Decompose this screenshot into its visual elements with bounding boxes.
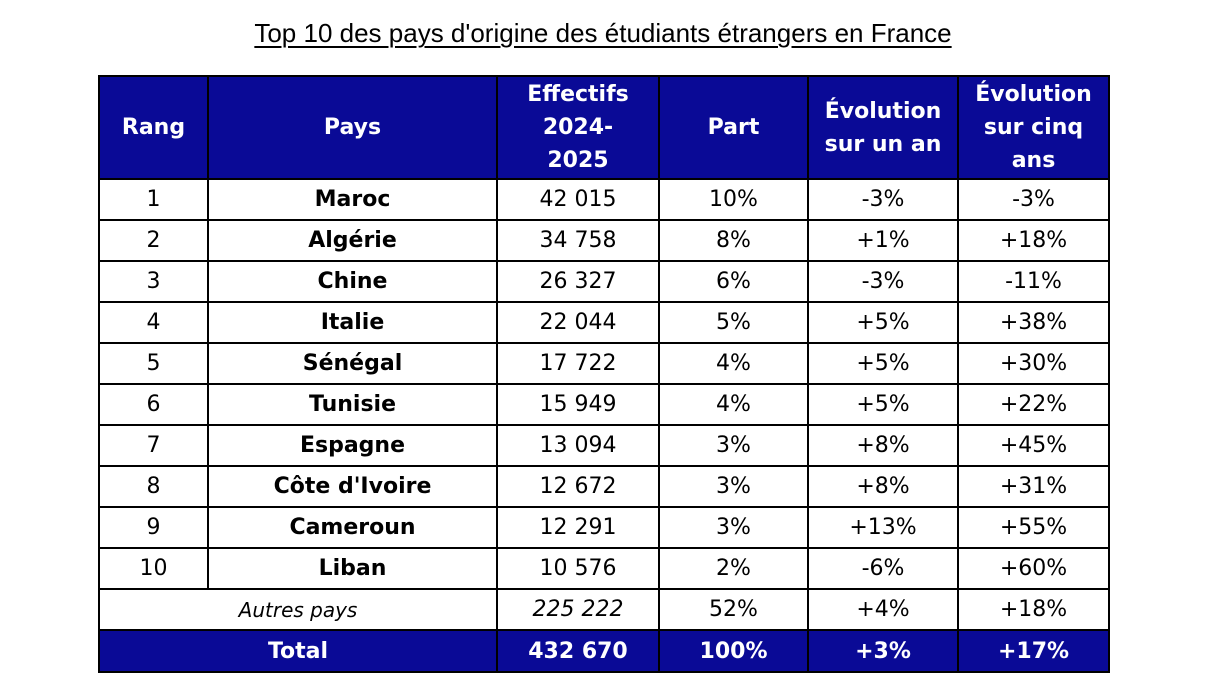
cell-effectifs: 12 672 — [497, 466, 659, 507]
cell-pays: Liban — [208, 548, 497, 589]
cell-evolution-un-an: -6% — [808, 548, 958, 589]
table-row — [99, 302, 1109, 343]
table-row — [99, 548, 1109, 589]
cell-effectifs: 26 327 — [497, 261, 659, 302]
total-row — [99, 630, 1109, 672]
cell-evolution-un-an: +1% — [808, 220, 958, 261]
cell-evolution-cinq-ans: +22% — [958, 384, 1109, 425]
cell-evolution-un-an: +13% — [808, 507, 958, 548]
autres-pays-row — [99, 589, 1109, 630]
autres-pays-evolution-cinq-ans: +18% — [958, 589, 1109, 630]
cell-evolution-un-an: -3% — [808, 179, 958, 220]
autres-pays-effectifs: 225 222 — [497, 589, 659, 630]
cell-effectifs: 15 949 — [497, 384, 659, 425]
total-label: Total — [99, 630, 497, 672]
cell-pays: Italie — [208, 302, 497, 343]
cell-part: 3% — [659, 466, 808, 507]
cell-rang: 5 — [99, 343, 208, 384]
cell-rang: 8 — [99, 466, 208, 507]
cell-rang: 4 — [99, 302, 208, 343]
cell-evolution-un-an: +5% — [808, 343, 958, 384]
table-row — [99, 466, 1109, 507]
cell-evolution-cinq-ans: +18% — [958, 220, 1109, 261]
cell-evolution-cinq-ans: +55% — [958, 507, 1109, 548]
cell-pays: Côte d'Ivoire — [208, 466, 497, 507]
cell-part: 4% — [659, 343, 808, 384]
cell-evolution-cinq-ans: +60% — [958, 548, 1109, 589]
header-evolution-cinq-ans: Évolution sur cinq ans — [958, 76, 1109, 179]
cell-rang: 1 — [99, 179, 208, 220]
page-title: Top 10 des pays d'origine des étudiants étrangers en France — [254, 18, 952, 48]
cell-part: 5% — [659, 302, 808, 343]
total-evolution-cinq-ans: +17% — [958, 630, 1109, 672]
table-row — [99, 507, 1109, 548]
cell-evolution-cinq-ans: +30% — [958, 343, 1109, 384]
cell-pays: Cameroun — [208, 507, 497, 548]
cell-pays: Espagne — [208, 425, 497, 466]
cell-part: 4% — [659, 384, 808, 425]
cell-part: 8% — [659, 220, 808, 261]
table-header-row — [99, 76, 1109, 179]
students-table — [98, 75, 1110, 673]
cell-effectifs: 13 094 — [497, 425, 659, 466]
cell-evolution-cinq-ans: +38% — [958, 302, 1109, 343]
cell-part: 3% — [659, 507, 808, 548]
autres-pays-label: Autres pays — [99, 589, 497, 630]
autres-pays-part: 52% — [659, 589, 808, 630]
cell-evolution-cinq-ans: -3% — [958, 179, 1109, 220]
cell-part: 6% — [659, 261, 808, 302]
cell-effectifs: 34 758 — [497, 220, 659, 261]
cell-rang: 9 — [99, 507, 208, 548]
autres-pays-evolution-un-an: +4% — [808, 589, 958, 630]
cell-rang: 3 — [99, 261, 208, 302]
cell-pays: Chine — [208, 261, 497, 302]
table-row — [99, 425, 1109, 466]
cell-effectifs: 42 015 — [497, 179, 659, 220]
cell-evolution-cinq-ans: -11% — [958, 261, 1109, 302]
cell-pays: Algérie — [208, 220, 497, 261]
table-row — [99, 384, 1109, 425]
table-row — [99, 261, 1109, 302]
cell-evolution-un-an: -3% — [808, 261, 958, 302]
header-part: Part — [659, 76, 808, 179]
cell-evolution-un-an: +8% — [808, 425, 958, 466]
table-row — [99, 343, 1109, 384]
cell-rang: 2 — [99, 220, 208, 261]
total-effectifs: 432 670 — [497, 630, 659, 672]
total-evolution-un-an: +3% — [808, 630, 958, 672]
cell-pays: Maroc — [208, 179, 497, 220]
table-row — [99, 220, 1109, 261]
cell-part: 2% — [659, 548, 808, 589]
total-part: 100% — [659, 630, 808, 672]
header-effectifs: Effectifs 2024-2025 — [497, 76, 659, 179]
header-rang: Rang — [99, 76, 208, 179]
table-row — [99, 179, 1109, 220]
cell-evolution-un-an: +8% — [808, 466, 958, 507]
cell-pays: Sénégal — [208, 343, 497, 384]
cell-effectifs: 12 291 — [497, 507, 659, 548]
cell-part: 3% — [659, 425, 808, 466]
cell-evolution-un-an: +5% — [808, 384, 958, 425]
cell-evolution-cinq-ans: +45% — [958, 425, 1109, 466]
header-pays: Pays — [208, 76, 497, 179]
cell-rang: 6 — [99, 384, 208, 425]
cell-rang: 10 — [99, 548, 208, 589]
cell-evolution-cinq-ans: +31% — [958, 466, 1109, 507]
cell-pays: Tunisie — [208, 384, 497, 425]
cell-evolution-un-an: +5% — [808, 302, 958, 343]
cell-rang: 7 — [99, 425, 208, 466]
cell-effectifs: 10 576 — [497, 548, 659, 589]
header-evolution-un-an: Évolution sur un an — [808, 76, 958, 179]
cell-part: 10% — [659, 179, 808, 220]
cell-effectifs: 17 722 — [497, 343, 659, 384]
cell-effectifs: 22 044 — [497, 302, 659, 343]
